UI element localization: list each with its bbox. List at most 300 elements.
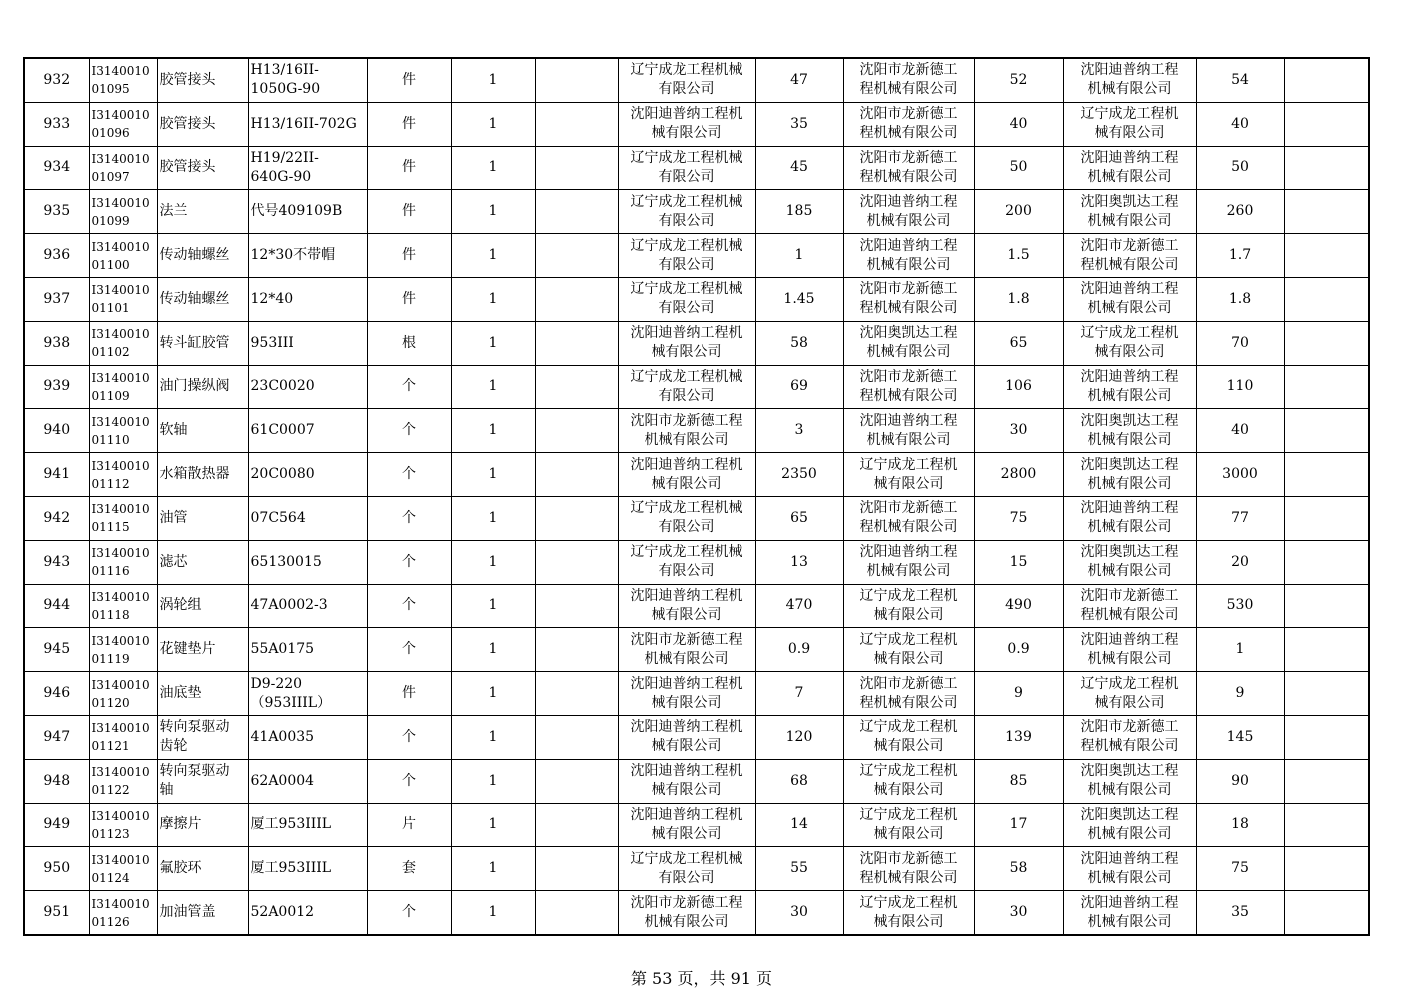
quantity-cell: 1 [451,102,535,146]
supplier-1-cell: 沈阳市龙新德工程 机械有限公司 [618,891,755,935]
quantity-cell: 1 [451,58,535,102]
spec-cell: 61C0007 [248,409,367,453]
price-2-cell: 30 [974,891,1063,935]
remark-cell [1284,234,1369,278]
part-name-cell: 软轴 [157,409,248,453]
quantity-cell: 1 [451,672,535,716]
material-code-cell: I3140010 01115 [89,496,157,540]
price-3-cell: 1 [1196,628,1284,672]
unit-cell: 个 [367,891,451,935]
supplier-1-cell: 辽宁成龙工程机械 有限公司 [618,234,755,278]
price-1-cell: 470 [755,584,843,628]
supplier-2-cell: 沈阳迪普纳工程 机械有限公司 [843,234,974,278]
spec-cell: 12*40 [248,277,367,321]
price-2-cell: 30 [974,409,1063,453]
remark-cell [1284,584,1369,628]
quantity-cell: 1 [451,759,535,803]
material-code-cell: I3140010 01121 [89,715,157,759]
supplier-1-cell: 辽宁成龙工程机械 有限公司 [618,365,755,409]
spec-cell: 52A0012 [248,891,367,935]
supplier-3-cell: 沈阳迪普纳工程 机械有限公司 [1063,146,1196,190]
price-2-cell: 17 [974,803,1063,847]
price-1-cell: 1.45 [755,277,843,321]
blank-cell [535,321,618,365]
price-3-cell: 40 [1196,102,1284,146]
price-3-cell: 75 [1196,847,1284,891]
spec-cell: H13/16II-702G [248,102,367,146]
supplier-2-cell: 辽宁成龙工程机 械有限公司 [843,584,974,628]
supplier-1-cell: 沈阳市龙新德工程 机械有限公司 [618,409,755,453]
supplier-3-cell: 沈阳迪普纳工程 机械有限公司 [1063,891,1196,935]
supplier-2-cell: 辽宁成龙工程机 械有限公司 [843,715,974,759]
material-code-cell: I3140010 01099 [89,190,157,234]
blank-cell [535,58,618,102]
price-1-cell: 30 [755,891,843,935]
supplier-3-cell: 沈阳市龙新德工 程机械有限公司 [1063,715,1196,759]
part-name-cell: 传动轴螺丝 [157,234,248,278]
price-3-cell: 3000 [1196,453,1284,497]
remark-cell [1284,58,1369,102]
quantity-cell: 1 [451,409,535,453]
spec-cell: 953III [248,321,367,365]
part-name-cell: 油管 [157,496,248,540]
part-name-cell: 传动轴螺丝 [157,277,248,321]
supplier-3-cell: 沈阳迪普纳工程 机械有限公司 [1063,58,1196,102]
price-1-cell: 65 [755,496,843,540]
part-name-cell: 花键垫片 [157,628,248,672]
price-1-cell: 47 [755,58,843,102]
price-1-cell: 14 [755,803,843,847]
price-3-cell: 18 [1196,803,1284,847]
unit-cell: 件 [367,58,451,102]
supplier-2-cell: 沈阳迪普纳工程 机械有限公司 [843,409,974,453]
supplier-3-cell: 沈阳迪普纳工程 机械有限公司 [1063,277,1196,321]
supplier-3-cell: 沈阳迪普纳工程 机械有限公司 [1063,847,1196,891]
row-number-cell: 941 [24,453,89,497]
material-code-cell: I3140010 01110 [89,409,157,453]
remark-cell [1284,847,1369,891]
table-row [24,891,1369,935]
supplier-3-cell: 沈阳奥凯达工程 机械有限公司 [1063,409,1196,453]
supplier-1-cell: 辽宁成龙工程机械 有限公司 [618,146,755,190]
spec-cell: H13/16II- 1050G-90 [248,58,367,102]
page-number-footer: 第 53 页，共 91 页 [630,969,773,988]
price-3-cell: 1.7 [1196,234,1284,278]
quantity-cell: 1 [451,453,535,497]
remark-cell [1284,715,1369,759]
remark-cell [1284,146,1369,190]
remark-cell [1284,891,1369,935]
part-name-cell: 转向泵驱动 齿轮 [157,715,248,759]
price-1-cell: 0.9 [755,628,843,672]
supplier-3-cell: 沈阳迪普纳工程 机械有限公司 [1063,365,1196,409]
part-name-cell: 胶管接头 [157,58,248,102]
price-2-cell: 490 [974,584,1063,628]
blank-cell [535,803,618,847]
table-row [24,190,1369,234]
material-code-cell: I3140010 01096 [89,102,157,146]
row-number-cell: 939 [24,365,89,409]
spec-cell: 65130015 [248,540,367,584]
supplier-1-cell: 沈阳迪普纳工程机 械有限公司 [618,803,755,847]
table-row [24,321,1369,365]
spec-cell: 厦工953IIIL [248,803,367,847]
price-1-cell: 120 [755,715,843,759]
price-1-cell: 58 [755,321,843,365]
unit-cell: 个 [367,409,451,453]
unit-cell: 个 [367,715,451,759]
remark-cell [1284,277,1369,321]
supplier-3-cell: 沈阳市龙新德工 程机械有限公司 [1063,234,1196,278]
supplier-1-cell: 辽宁成龙工程机械 有限公司 [618,190,755,234]
blank-cell [535,102,618,146]
price-1-cell: 55 [755,847,843,891]
price-3-cell: 90 [1196,759,1284,803]
row-number-cell: 950 [24,847,89,891]
supplier-1-cell: 辽宁成龙工程机械 有限公司 [618,277,755,321]
price-3-cell: 35 [1196,891,1284,935]
table-row [24,365,1369,409]
part-name-cell: 法兰 [157,190,248,234]
table-row [24,540,1369,584]
table-row [24,453,1369,497]
blank-cell [535,409,618,453]
spec-cell: 厦工953IIIL [248,847,367,891]
quantity-cell: 1 [451,847,535,891]
supplier-1-cell: 辽宁成龙工程机械 有限公司 [618,496,755,540]
material-code-cell: I3140010 01122 [89,759,157,803]
quantity-cell: 1 [451,891,535,935]
price-3-cell: 20 [1196,540,1284,584]
unit-cell: 个 [367,365,451,409]
material-code-cell: I3140010 01095 [89,58,157,102]
supplier-2-cell: 沈阳市龙新德工 程机械有限公司 [843,365,974,409]
supplier-1-cell: 沈阳迪普纳工程机 械有限公司 [618,102,755,146]
price-2-cell: 1.8 [974,277,1063,321]
part-name-cell: 加油管盖 [157,891,248,935]
row-number-cell: 947 [24,715,89,759]
material-code-cell: I3140010 01097 [89,146,157,190]
unit-cell: 个 [367,496,451,540]
supplier-3-cell: 辽宁成龙工程机 械有限公司 [1063,102,1196,146]
price-2-cell: 0.9 [974,628,1063,672]
price-3-cell: 530 [1196,584,1284,628]
part-name-cell: 转斗缸胶管 [157,321,248,365]
table-row [24,409,1369,453]
part-name-cell: 涡轮组 [157,584,248,628]
price-2-cell: 139 [974,715,1063,759]
material-code-cell: I3140010 01124 [89,847,157,891]
material-code-cell: I3140010 01109 [89,365,157,409]
supplier-2-cell: 沈阳市龙新德工 程机械有限公司 [843,847,974,891]
blank-cell [535,496,618,540]
part-name-cell: 氟胶环 [157,847,248,891]
price-2-cell: 58 [974,847,1063,891]
remark-cell [1284,409,1369,453]
unit-cell: 个 [367,540,451,584]
price-2-cell: 1.5 [974,234,1063,278]
unit-cell: 件 [367,102,451,146]
part-name-cell: 胶管接头 [157,146,248,190]
supplier-1-cell: 沈阳迪普纳工程机 械有限公司 [618,453,755,497]
supplier-2-cell: 辽宁成龙工程机 械有限公司 [843,453,974,497]
row-number-cell: 935 [24,190,89,234]
row-number-cell: 934 [24,146,89,190]
table-row [24,102,1369,146]
spec-cell: 62A0004 [248,759,367,803]
supplier-1-cell: 沈阳市龙新德工程 机械有限公司 [618,628,755,672]
row-number-cell: 943 [24,540,89,584]
price-3-cell: 1.8 [1196,277,1284,321]
supplier-3-cell: 沈阳奥凯达工程 机械有限公司 [1063,540,1196,584]
price-3-cell: 110 [1196,365,1284,409]
row-number-cell: 951 [24,891,89,935]
part-name-cell: 油门操纵阀 [157,365,248,409]
quantity-cell: 1 [451,365,535,409]
blank-cell [535,672,618,716]
row-number-cell: 946 [24,672,89,716]
supplier-2-cell: 沈阳市龙新德工 程机械有限公司 [843,102,974,146]
price-2-cell: 2800 [974,453,1063,497]
table-row [24,715,1369,759]
supplier-2-cell: 沈阳市龙新德工 程机械有限公司 [843,672,974,716]
price-3-cell: 50 [1196,146,1284,190]
spec-cell: 41A0035 [248,715,367,759]
remark-cell [1284,759,1369,803]
unit-cell: 个 [367,584,451,628]
price-2-cell: 106 [974,365,1063,409]
price-3-cell: 54 [1196,58,1284,102]
spec-cell: D9-220 （953IIIL） [248,672,367,716]
spec-cell: H19/22II- 640G-90 [248,146,367,190]
table-row [24,672,1369,716]
spec-cell: 55A0175 [248,628,367,672]
table-row [24,234,1369,278]
supplier-3-cell: 沈阳奥凯达工程 机械有限公司 [1063,453,1196,497]
remark-cell [1284,365,1369,409]
row-number-cell: 932 [24,58,89,102]
material-code-cell: I3140010 01116 [89,540,157,584]
supplier-3-cell: 沈阳奥凯达工程 机械有限公司 [1063,190,1196,234]
price-1-cell: 3 [755,409,843,453]
spec-cell: 07C564 [248,496,367,540]
remark-cell [1284,803,1369,847]
part-name-cell: 水箱散热器 [157,453,248,497]
blank-cell [535,146,618,190]
quantity-cell: 1 [451,540,535,584]
part-name-cell: 胶管接头 [157,102,248,146]
part-name-cell: 摩擦片 [157,803,248,847]
quantity-cell: 1 [451,584,535,628]
price-2-cell: 15 [974,540,1063,584]
blank-cell [535,715,618,759]
unit-cell: 件 [367,146,451,190]
material-code-cell: I3140010 01118 [89,584,157,628]
price-3-cell: 9 [1196,672,1284,716]
remark-cell [1284,628,1369,672]
table-body [24,58,1369,935]
blank-cell [535,453,618,497]
remark-cell [1284,540,1369,584]
part-name-cell: 转向泵驱动 轴 [157,759,248,803]
unit-cell: 个 [367,628,451,672]
unit-cell: 件 [367,234,451,278]
unit-cell: 个 [367,759,451,803]
quantity-cell: 1 [451,190,535,234]
supplier-2-cell: 沈阳市龙新德工 程机械有限公司 [843,58,974,102]
quantity-cell: 1 [451,496,535,540]
price-3-cell: 77 [1196,496,1284,540]
quantity-cell: 1 [451,277,535,321]
spec-cell: 12*30不带帽 [248,234,367,278]
remark-cell [1284,453,1369,497]
quantity-cell: 1 [451,234,535,278]
unit-cell: 片 [367,803,451,847]
price-1-cell: 185 [755,190,843,234]
supplier-3-cell: 沈阳奥凯达工程 机械有限公司 [1063,759,1196,803]
table-row [24,847,1369,891]
material-code-cell: I3140010 01120 [89,672,157,716]
row-number-cell: 944 [24,584,89,628]
row-number-cell: 938 [24,321,89,365]
price-3-cell: 145 [1196,715,1284,759]
supplier-1-cell: 辽宁成龙工程机械 有限公司 [618,58,755,102]
parts-quotation-table [23,57,1370,936]
supplier-1-cell: 辽宁成龙工程机械 有限公司 [618,540,755,584]
material-code-cell: I3140010 01101 [89,277,157,321]
material-code-cell: I3140010 01123 [89,803,157,847]
supplier-3-cell: 辽宁成龙工程机 械有限公司 [1063,321,1196,365]
supplier-2-cell: 沈阳市龙新德工 程机械有限公司 [843,277,974,321]
supplier-1-cell: 沈阳迪普纳工程机 械有限公司 [618,321,755,365]
spec-cell: 47A0002-3 [248,584,367,628]
supplier-3-cell: 沈阳迪普纳工程 机械有限公司 [1063,628,1196,672]
row-number-cell: 949 [24,803,89,847]
blank-cell [535,540,618,584]
part-name-cell: 油底垫 [157,672,248,716]
table-row [24,58,1369,102]
blank-cell [535,891,618,935]
remark-cell [1284,321,1369,365]
blank-cell [535,277,618,321]
material-code-cell: I3140010 01102 [89,321,157,365]
blank-cell [535,234,618,278]
material-code-cell: I3140010 01126 [89,891,157,935]
supplier-2-cell: 沈阳迪普纳工程 机械有限公司 [843,190,974,234]
price-2-cell: 75 [974,496,1063,540]
supplier-2-cell: 沈阳迪普纳工程 机械有限公司 [843,540,974,584]
quantity-cell: 1 [451,321,535,365]
supplier-2-cell: 沈阳市龙新德工 程机械有限公司 [843,496,974,540]
blank-cell [535,759,618,803]
price-1-cell: 35 [755,102,843,146]
spec-cell: 20C0080 [248,453,367,497]
row-number-cell: 936 [24,234,89,278]
price-1-cell: 2350 [755,453,843,497]
material-code-cell: I3140010 01112 [89,453,157,497]
blank-cell [535,190,618,234]
price-3-cell: 260 [1196,190,1284,234]
price-1-cell: 68 [755,759,843,803]
price-2-cell: 52 [974,58,1063,102]
table-row [24,146,1369,190]
spec-cell: 23C0020 [248,365,367,409]
table-row [24,277,1369,321]
table-row [24,496,1369,540]
price-1-cell: 45 [755,146,843,190]
unit-cell: 根 [367,321,451,365]
price-2-cell: 40 [974,102,1063,146]
unit-cell: 套 [367,847,451,891]
supplier-3-cell: 沈阳市龙新德工 程机械有限公司 [1063,584,1196,628]
row-number-cell: 948 [24,759,89,803]
table-row [24,803,1369,847]
row-number-cell: 942 [24,496,89,540]
blank-cell [535,365,618,409]
price-2-cell: 65 [974,321,1063,365]
supplier-2-cell: 沈阳奥凯达工程 机械有限公司 [843,321,974,365]
remark-cell [1284,672,1369,716]
supplier-1-cell: 沈阳迪普纳工程机 械有限公司 [618,672,755,716]
supplier-2-cell: 辽宁成龙工程机 械有限公司 [843,628,974,672]
price-2-cell: 200 [974,190,1063,234]
price-3-cell: 70 [1196,321,1284,365]
price-1-cell: 7 [755,672,843,716]
supplier-2-cell: 沈阳市龙新德工 程机械有限公司 [843,146,974,190]
price-2-cell: 9 [974,672,1063,716]
blank-cell [535,584,618,628]
unit-cell: 件 [367,277,451,321]
price-2-cell: 85 [974,759,1063,803]
supplier-3-cell: 沈阳奥凯达工程 机械有限公司 [1063,803,1196,847]
supplier-2-cell: 辽宁成龙工程机 械有限公司 [843,891,974,935]
row-number-cell: 933 [24,102,89,146]
spec-cell: 代号409109B [248,190,367,234]
quantity-cell: 1 [451,715,535,759]
supplier-1-cell: 沈阳迪普纳工程机 械有限公司 [618,715,755,759]
table-row [24,628,1369,672]
unit-cell: 件 [367,672,451,716]
quantity-cell: 1 [451,803,535,847]
quantity-cell: 1 [451,628,535,672]
remark-cell [1284,190,1369,234]
supplier-3-cell: 辽宁成龙工程机 械有限公司 [1063,672,1196,716]
supplier-1-cell: 辽宁成龙工程机械 有限公司 [618,847,755,891]
blank-cell [535,628,618,672]
unit-cell: 件 [367,190,451,234]
remark-cell [1284,496,1369,540]
price-1-cell: 13 [755,540,843,584]
supplier-1-cell: 沈阳迪普纳工程机 械有限公司 [618,759,755,803]
supplier-1-cell: 沈阳迪普纳工程机 械有限公司 [618,584,755,628]
price-1-cell: 69 [755,365,843,409]
blank-cell [535,847,618,891]
material-code-cell: I3140010 01100 [89,234,157,278]
material-code-cell: I3140010 01119 [89,628,157,672]
supplier-2-cell: 辽宁成龙工程机 械有限公司 [843,803,974,847]
row-number-cell: 945 [24,628,89,672]
table-row [24,584,1369,628]
remark-cell [1284,102,1369,146]
unit-cell: 个 [367,453,451,497]
row-number-cell: 937 [24,277,89,321]
part-name-cell: 滤芯 [157,540,248,584]
price-3-cell: 40 [1196,409,1284,453]
row-number-cell: 940 [24,409,89,453]
supplier-2-cell: 辽宁成龙工程机 械有限公司 [843,759,974,803]
price-2-cell: 50 [974,146,1063,190]
supplier-3-cell: 沈阳迪普纳工程 机械有限公司 [1063,496,1196,540]
